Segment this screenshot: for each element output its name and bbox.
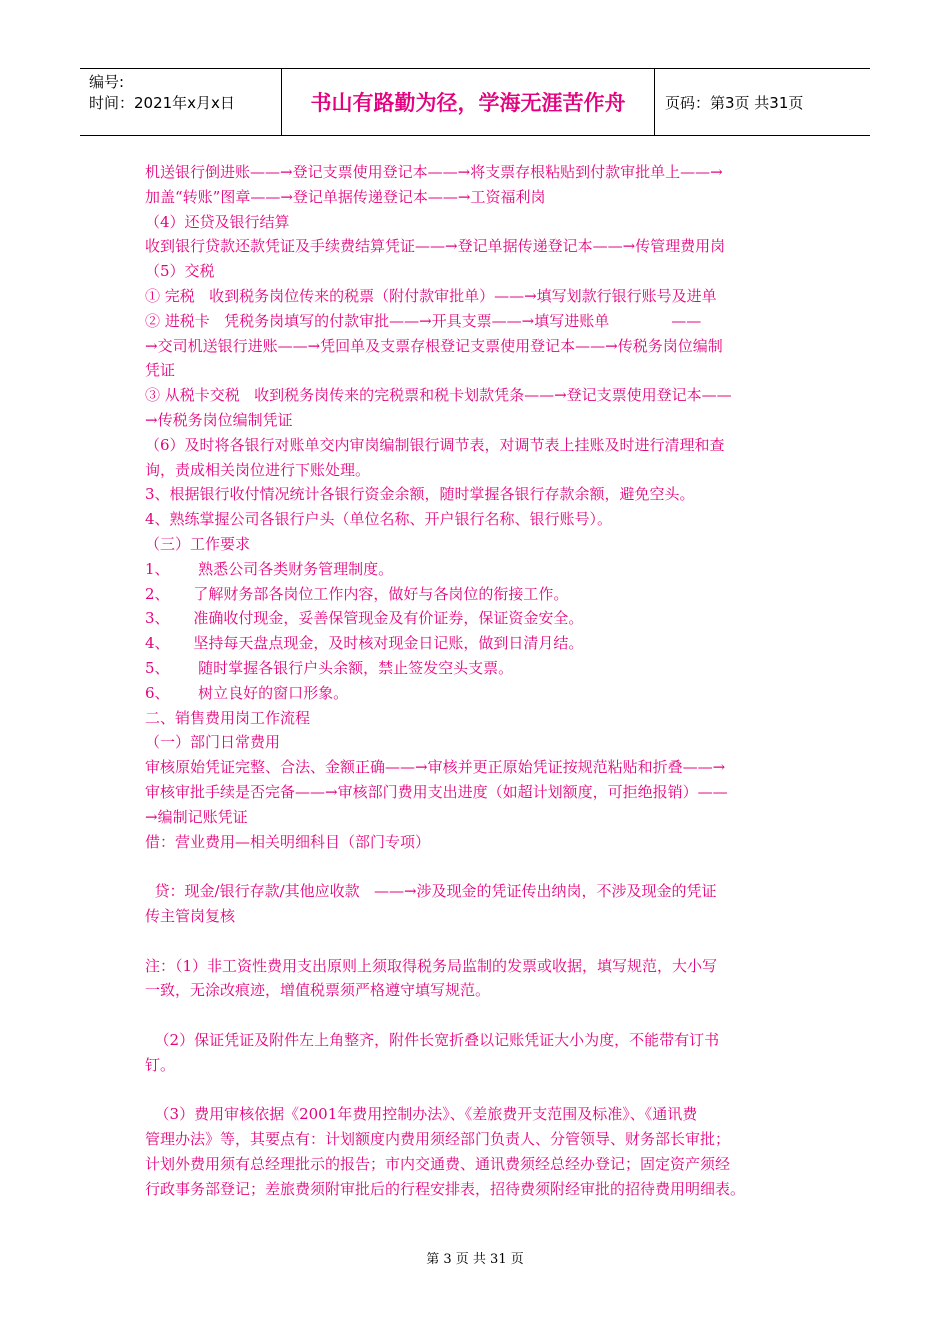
body-line: 一致，无涂改痕迹，增值税票须严格遵守填写规范。 (145, 981, 491, 1000)
document-number-label: 编号: (89, 73, 125, 91)
body-line: 2、 了解财务部各岗位工作内容，做好与各岗位的衔接工作。 (145, 584, 569, 603)
body-line (145, 929, 810, 954)
body-line: 管理办法》等，其要点有：计划额度内费用须经部门负责人、分管领导、财务部长审批； (145, 1130, 731, 1149)
body-line: （6）及时将各银行对账单交内审岗编制银行调节表，对调节表上挂账及时进行清理和查 (145, 435, 725, 454)
body-line (145, 1077, 810, 1102)
body-line: 审核原始凭证完整、合法、金额正确——→审核并更正原始凭证按规范粘贴和折叠——→ (145, 758, 726, 777)
body-line: ③ 从税卡交税 收到税务岗传来的完税票和税卡划款凭条——→登记支票使用登记本—— (145, 386, 732, 405)
body-line: 注：（1）非工资性费用支出原则上须取得税务局监制的发票或收据，填写规范，大小写 (145, 956, 718, 975)
body-line: 4、 坚持每天盘点现金，及时核对现金日记账，做到日清月结。 (145, 634, 584, 653)
body-line: 传主管岗复核 (145, 906, 236, 925)
body-line: ② 进税卡 凭税务岗填写的付款审批——→开具支票——→填写进账单 —— (145, 311, 702, 330)
body-line: 二、销售费用岗工作流程 (145, 708, 311, 727)
header-meta (80, 69, 282, 135)
document-body (145, 160, 810, 1201)
header-motto: 书山有路勤为径，学海无涯苦作舟 (282, 69, 655, 135)
body-line: 询，责成相关岗位进行下账处理。 (145, 460, 371, 479)
body-line: 1、 熟悉公司各类财务管理制度。 (145, 559, 394, 578)
body-line: 收到银行贷款还款凭证及手续费结算凭证——→登记单据传递登记本——→传管理费用岗 (145, 237, 726, 256)
body-line (145, 1003, 810, 1028)
body-line: （3）费用审核依据《2001年费用控制办法》、《差旅费开支范围及标准》、《通讯费 (145, 1105, 698, 1124)
body-line: （一）部门日常费用 (145, 733, 281, 752)
document-time: 时间：2021年x月x日 (89, 94, 235, 112)
body-line: 借：营业费用—相关明细科目（部门专项） (145, 832, 431, 851)
body-line: （三）工作要求 (145, 534, 251, 553)
page-footer: 第 3 页 共 31 页 (426, 1252, 524, 1267)
body-line: 加盖“转账”图章——→登记单据传递登记本——→工资福利岗 (145, 187, 546, 206)
body-line (145, 854, 810, 879)
body-line: 凭证 (145, 361, 176, 380)
body-line: →编制记账凭证 (145, 807, 248, 826)
header-page-info: 页码：第3页 共31页 (665, 93, 804, 112)
body-line: 3、根据银行收付情况统计各银行资金余额，随时掌握各银行存款余额，避免空头。 (145, 485, 695, 504)
body-line: →传税务岗位编制凭证 (145, 410, 293, 429)
body-line: ① 完税 收到税务岗位传来的税票（附付款审批单）——→填写划款行银行账号及进单 (145, 286, 717, 305)
body-line: 机送银行倒进账——→登记支票使用登记本——→将支票存根粘贴到付款审批单上——→ (145, 163, 723, 181)
body-line: （2）保证凭证及附件左上角整齐，附件长宽折叠以记账凭证大小为度，不能带有订书 (145, 1030, 720, 1049)
body-line: 钉。 (145, 1055, 176, 1074)
body-line: 3、 准确收付现金，妥善保管现金及有价证券，保证资金安全。 (145, 609, 584, 628)
body-line: 行政事务部登记；差旅费须附审批后的行程安排表，招待费须附经审批的招待费用明细表。 (145, 1179, 746, 1198)
page-header (80, 68, 870, 136)
body-line: （5）交税 (145, 262, 215, 281)
body-line: 6、 树立良好的窗口形象。 (145, 683, 349, 702)
body-line: →交司机送银行进账——→凭回单及支票存根登记支票使用登记本——→传税务岗位编制 (145, 336, 723, 355)
body-line: 审核审批手续是否完备——→审核部门费用支出进度（如超计划额度，可拒绝报销）—— (145, 782, 728, 801)
body-line: 计划外费用须有总经理批示的报告；市内交通费、通讯费须经总经办登记；固定资产须经 (145, 1154, 731, 1173)
body-line: 5、 随时掌握各银行户头余额，禁止签发空头支票。 (145, 658, 514, 677)
body-line: （4）还贷及银行结算 (145, 212, 290, 231)
body-line: 4、熟练掌握公司各银行户头（单位名称、开户银行名称、银行账号）。 (145, 510, 613, 529)
body-line: 贷：现金/银行存款/其他应收款 ——→涉及现金的凭证传出纳岗，不涉及现金的凭证 (145, 882, 717, 901)
